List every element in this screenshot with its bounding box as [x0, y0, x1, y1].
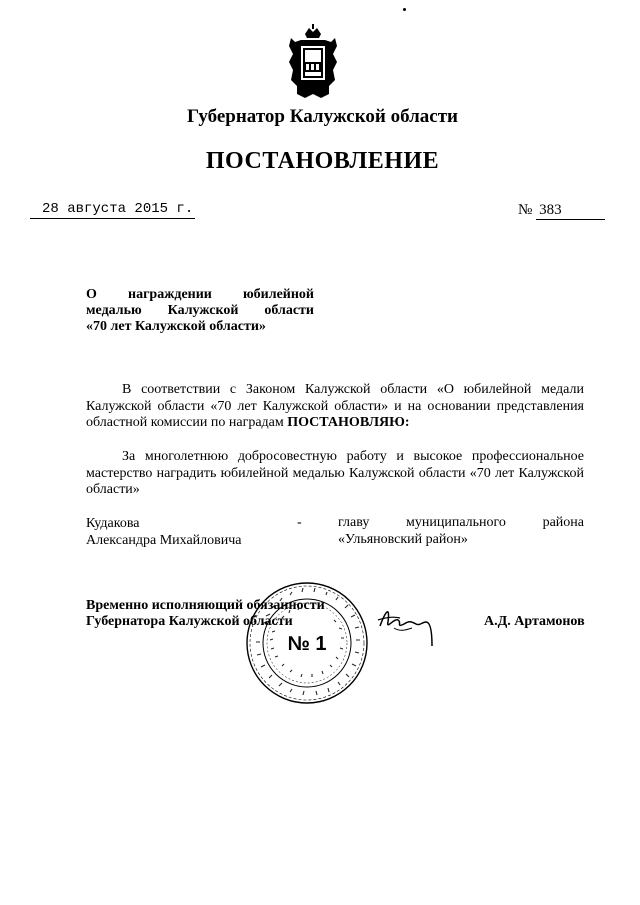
print-mark [403, 8, 406, 11]
decree-keyword: ПОСТАНОВЛЯЮ: [287, 415, 410, 430]
signatory-title-line-1: Временно исполняющий обязанности [86, 598, 325, 613]
document-type-heading: ПОСТАНОВЛЕНИЕ [205, 148, 440, 174]
preamble-paragraph [86, 382, 584, 432]
official-stamp [244, 580, 370, 706]
recipient-dash: - [297, 515, 302, 530]
recipient-surname: Кудакова [86, 516, 140, 531]
subject-line-1: О награждении юбилейной [86, 287, 314, 302]
issuer-title: Губернатор Калужской области [187, 106, 458, 127]
coat-of-arms-emblem [285, 24, 341, 100]
recipient-position [338, 515, 584, 531]
subject-line-2: медалью Калужской области [86, 303, 314, 318]
position-word-2: муниципального [406, 515, 506, 530]
preamble-text: В соответствии с Законом Калужской области «О юбилейной медали Калужской области «70 лет Калужской области» и на основании представления областной комиссии по наградам [86, 382, 584, 430]
recipient-position-line-2: «Ульяновский район» [338, 532, 468, 547]
handwritten-signature [376, 600, 440, 650]
number-value: 383 [536, 202, 605, 220]
document-date: 28 августа 2015 г. [30, 201, 195, 219]
award-paragraph [86, 449, 584, 499]
number-label: № [518, 202, 533, 218]
recipient-name [86, 515, 242, 549]
award-text: За многолетнюю добросовестную работу и высокое профессиональное мастерство наградить юбилейной медалью Калужской области «70 лет Калужской области» [86, 449, 584, 497]
subject-line-3: «70 лет Калужской области» [86, 319, 266, 334]
position-word-1: главу [338, 515, 370, 530]
stamp-number: № 1 [287, 633, 327, 655]
document-number [518, 202, 605, 220]
signatory-name: А.Д. Артамонов [484, 614, 585, 629]
document-subject [86, 287, 314, 335]
signatory-title-line-2: Губернатора Калужской области [86, 614, 293, 629]
recipient-given-names: Александра Михайловича [86, 533, 242, 548]
position-word-3: района [542, 515, 584, 530]
